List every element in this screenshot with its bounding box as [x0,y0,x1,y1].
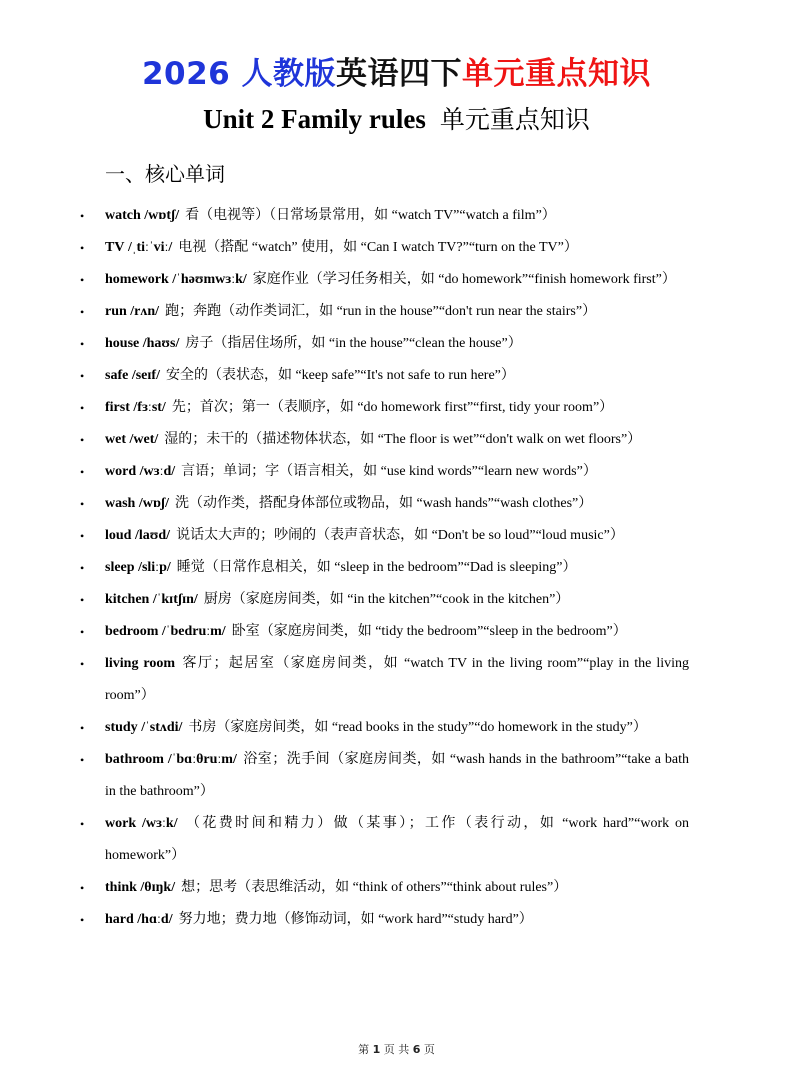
vocab-definition: 睡觉（日常作息相关，如 “sleep in the bedroom”“Dad is sleeping”） [176,560,577,575]
vocab-definition: 先；首次；第一（表顺序，如 “do homework first”“first, tidy your room”） [171,400,614,415]
vocab-phonetic: /rʌn/ [130,304,160,319]
vocab-definition: 洗（动作类，搭配身体部位或物品，如 “wash hands”“wash clothes”） [175,496,593,511]
vocab-item [0,520,689,552]
vocab-item [0,872,689,904]
vocab-word: word [105,464,137,479]
vocab-definition: 安全的（表状态，如 “keep safe”“It's not safe to run here”） [165,368,515,383]
vocab-phonetic: /laʊd/ [134,528,171,543]
vocab-word: run [105,304,127,319]
footer-prefix: 第 [358,1043,370,1056]
footer-suffix: 页 [423,1043,435,1056]
vocab-definition: 言语；单词；字（语言相关，如 “use kind words”“learn new words”） [181,464,597,479]
vocab-item [0,392,689,424]
vocab-item [0,584,689,616]
vocab-definition: （花费时间和精力）做（某事）；工作（表行动，如 “work hard”“work on homework”） [105,816,690,863]
vocab-word: watch [105,208,141,223]
vocab-phonetic: /ˈhəʊmwɜːk/ [172,272,247,287]
vocab-phonetic: /ˈkɪtʃɪn/ [152,592,198,607]
vocab-definition: 浴室；洗手间（家庭房间类，如 “wash hands in the bathroom”“take a bath in the bathroom”） [105,752,690,799]
vocab-item [0,648,689,712]
vocab-definition: 房子（指居住场所，如 “in the house”“clean the house”） [185,336,522,351]
vocab-phonetic: /fɜːst/ [133,400,166,415]
vocab-phonetic: /wɒʃ/ [138,496,170,511]
vocab-definition: 努力地；费力地（修饰动词，如 “work hard”“study hard”） [178,912,533,927]
vocab-definition: 卧室（家庭房间类，如 “tidy the bedroom”“sleep in the bedroom”） [231,624,627,639]
title-part-year-edition: 2026 人教版 [141,56,337,92]
title-part-topic: 单元重点知识 [462,56,652,92]
vocab-word: wash [105,496,136,511]
vocab-word: living room [105,656,176,671]
vocab-phonetic: /ˌtiːˈviː/ [127,240,173,255]
vocab-phonetic: /haʊs/ [142,336,180,351]
vocab-item [0,456,689,488]
footer-total-pages: 6 [412,1043,421,1056]
vocab-item [0,488,689,520]
vocab-item [0,328,689,360]
vocab-item [0,232,689,264]
vocab-item [0,552,689,584]
vocab-phonetic: /θɪŋk/ [140,880,176,895]
vocab-item [0,904,689,936]
vocab-word: loud [105,528,132,543]
vocab-phonetic: /ˈbɑːθruːm/ [167,752,237,767]
vocab-item [0,264,689,296]
vocab-word: sleep [105,560,135,575]
vocab-phonetic: /hɑːd/ [137,912,173,927]
vocab-item [0,360,689,392]
document-subtitle [0,99,793,140]
vocab-item [0,712,689,744]
vocab-word: homework [105,272,169,287]
vocab-word: bedroom [105,624,159,639]
vocab-phonetic: /wɜːk/ [142,816,178,831]
vocab-definition: 厨房（家庭房间类，如 “in the kitchen”“cook in the kitchen”） [203,592,570,607]
title-part-subject: 英语四下 [336,56,463,92]
vocab-definition: 电视（搭配 “watch” 使用，如 “Can I watch TV?”“turn on the TV”） [178,240,578,255]
vocab-definition: 家庭作业（学习任务相关，如 “do homework”“finish homework first”） [252,272,676,287]
vocab-item [0,424,689,456]
vocab-definition: 看（电视等）（日常场景常用，如 “watch TV”“watch a film”） [185,208,556,223]
vocab-word: kitchen [105,592,150,607]
vocab-word: house [105,336,140,351]
vocab-word: study [105,720,138,735]
vocab-item [0,296,689,328]
vocab-word: hard [105,912,134,927]
vocab-word: wet [105,432,126,447]
vocab-phonetic: /wɒtʃ/ [144,208,180,223]
vocab-phonetic: /wet/ [129,432,159,447]
footer-middle: 页 共 [383,1043,410,1056]
subtitle-english: Unit 2 Family rules [203,104,426,134]
vocab-phonetic: /sliːp/ [138,560,171,575]
document-title [0,52,793,96]
page-footer [0,1041,793,1057]
vocab-definition: 跑；奔跑（动作类词汇，如 “run in the house”“don't run near the stairs”） [165,304,597,319]
vocab-item [0,808,689,872]
vocab-definition: 湿的；未干的（描述物体状态，如 “The floor is wet”“don't walk on wet floors”） [164,432,642,447]
vocab-phonetic: /ˈbedruːm/ [161,624,226,639]
vocab-definition: 说话太大声的；吵闹的（表声音状态，如 “Don't be so loud”“loud music”） [176,528,624,543]
footer-page-number: 1 [372,1043,381,1056]
vocab-item [0,744,689,808]
vocab-word: TV [105,240,125,255]
vocab-item [0,616,689,648]
vocab-list [0,200,793,936]
vocab-definition: 想；思考（表思维活动，如 “think of others”“think about rules”） [181,880,568,895]
vocab-phonetic: /ˈstʌdi/ [141,720,183,735]
vocab-definition: 客厅；起居室（家庭房间类，如 “watch TV in the living room”“play in the living room”） [105,656,689,703]
vocab-word: bathroom [105,752,164,767]
vocab-word: first [105,400,130,415]
section-heading: 一、核心单词 [105,162,225,186]
vocab-word: work [105,816,137,831]
vocab-word: think [105,880,137,895]
vocab-definition: 书房（家庭房间类，如 “read books in the study”“do homework in the study”） [188,720,647,735]
vocab-word: safe [105,368,129,383]
subtitle-chinese: 单元重点知识 [439,105,590,134]
vocab-item [0,200,689,232]
vocab-phonetic: /wɜːd/ [139,464,176,479]
vocab-phonetic: /seɪf/ [131,368,160,383]
